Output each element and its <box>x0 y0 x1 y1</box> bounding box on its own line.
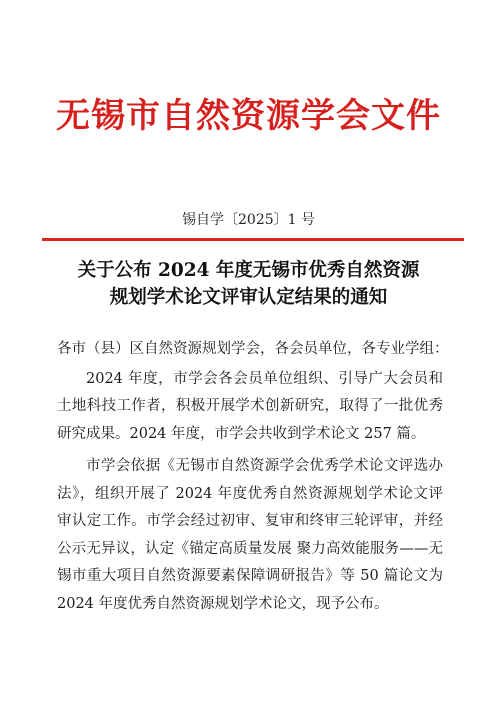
notice-title-line-2: 规划学术论文评审认定结果的通知 <box>109 287 388 308</box>
document-number: 锡自学〔2025〕1 号 <box>182 212 315 228</box>
notice-paragraph-2: 市学会依据《无锡市自然资源学会优秀学术论文评选办法》，组织开展了 2024 年度优秀自然资源规划学术论文评审认定工作。市学会经过初审、复审和终审三轮评审，并经公示无异议，认定《锚定高质量发展 聚力高效能服务——无锡市重大项目自然资源要素保障调研报告》等 50 篇论文为 2024 年度优秀自然资源规划学术论文，现予公布。 <box>57 458 443 612</box>
document-header-title: 无锡市自然资源学会文件 <box>56 96 441 136</box>
notice-paragraph-1: 2024 年度，市学会各会员单位组织、引导广大会员和土地科技工作者，积极开展学术创新研究，取得了一批优秀研究成果。2024 年度，市学会共收到学术论文 257 篇。 <box>57 370 443 442</box>
red-divider-line <box>42 238 464 241</box>
notice-body <box>57 336 449 623</box>
notice-salutation: 各市（县）区自然资源规划学会，各会员单位，各专业学组： <box>57 341 449 357</box>
notice-title-line-1: 关于公布 2024 年度无锡市优秀自然资源 <box>77 260 420 281</box>
notice-title <box>40 257 457 311</box>
